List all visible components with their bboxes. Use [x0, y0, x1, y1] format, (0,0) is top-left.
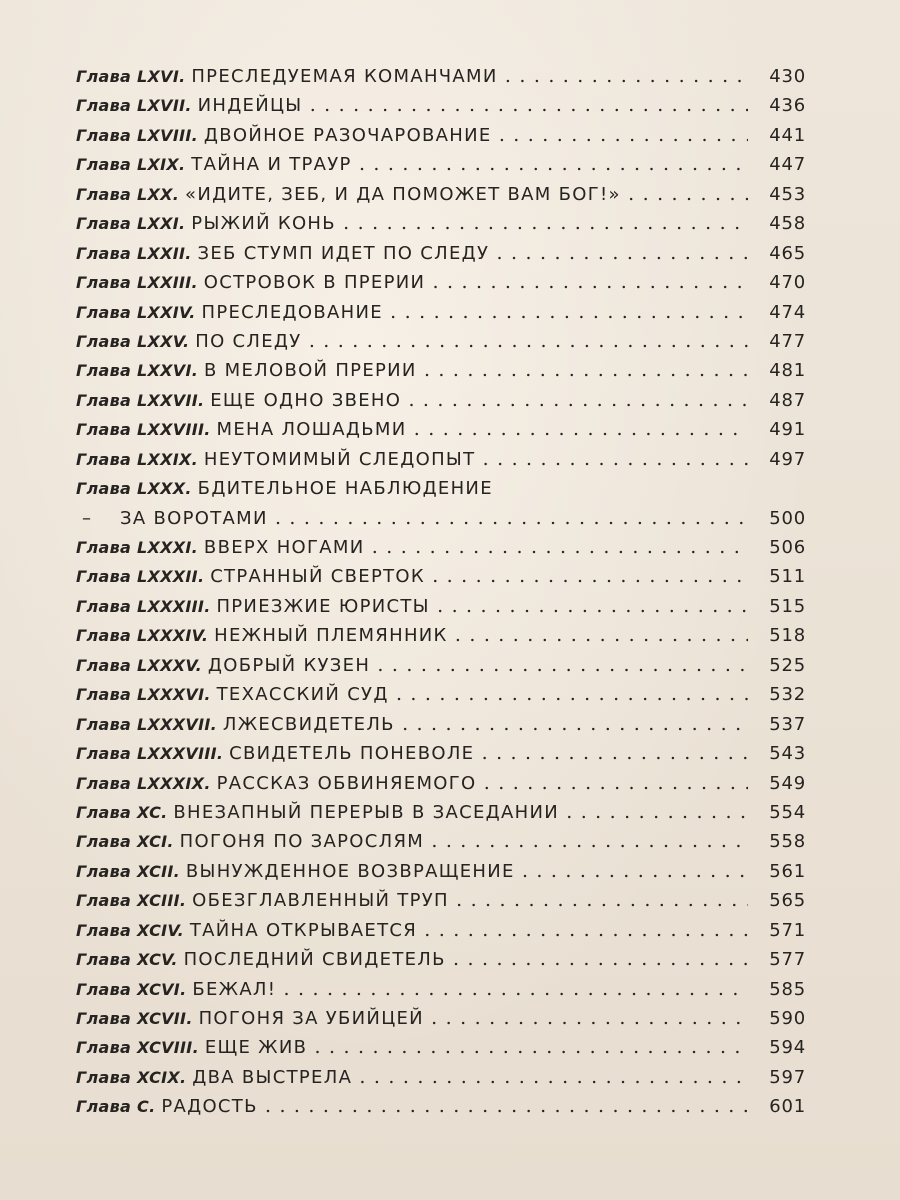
chapter-label: Глава LXXI.	[76, 214, 192, 234]
chapter-word: Глава	[76, 685, 132, 705]
toc-entry	[76, 857, 806, 886]
chapter-word: Глава	[76, 125, 132, 145]
chapter-label: Глава LXX.	[76, 184, 186, 204]
page-number: 597	[769, 1066, 806, 1088]
chapter-number: XCV	[137, 950, 172, 970]
chapter-number: XC	[137, 802, 162, 822]
chapter-title: ПРИЕЗЖИЕ ЮРИСТЫ	[216, 595, 430, 617]
chapter-number: LXXXVIII	[137, 744, 217, 764]
chapter-title: СТРАННЫЙ СВЕРТОК	[210, 566, 425, 588]
page-number: 558	[769, 831, 806, 853]
chapter-label: Глава XCVIII.	[76, 1038, 205, 1058]
page-number: 561	[769, 860, 806, 882]
toc-entry-text	[76, 209, 748, 238]
toc-entry-text	[76, 298, 748, 327]
page-number: 500	[769, 507, 806, 529]
chapter-word: Глава	[76, 714, 132, 734]
toc-entry	[76, 651, 806, 680]
chapter-number: LXXIII	[137, 273, 192, 293]
chapter-number: LXXVII	[137, 390, 198, 410]
page-number: 474	[769, 301, 806, 323]
page-number: 436	[769, 95, 806, 117]
chapter-word: Глава	[76, 479, 132, 499]
chapter-label: Глава LXVI.	[76, 67, 192, 86]
chapter-title: ПРЕСЛЕДОВАНИЕ	[201, 301, 383, 323]
chapter-number: XCVII	[137, 1009, 187, 1028]
chapter-label: Глава XCVII.	[76, 1009, 199, 1028]
toc-entry-text	[76, 533, 748, 562]
chapter-label: Глава LXXV.	[76, 331, 196, 351]
chapter-number: C	[137, 1097, 150, 1117]
chapter-title: ИНДЕЙЦЫ	[197, 95, 303, 117]
toc-entry	[76, 1063, 806, 1092]
toc-entry-text	[76, 91, 748, 120]
toc-entry-text	[76, 415, 748, 444]
toc-entry	[76, 415, 806, 444]
toc-entry-text	[76, 739, 748, 768]
toc-entry-text	[76, 1092, 748, 1121]
chapter-word: Глава	[76, 155, 132, 175]
chapter-number: LXIX	[137, 155, 180, 175]
chapter-title: ДОБРЫЙ КУЗЕН	[207, 654, 371, 676]
chapter-label: Глава LXXX.	[76, 479, 198, 499]
chapter-word: Глава	[76, 773, 132, 793]
chapter-word: Глава	[76, 1067, 132, 1087]
chapter-title: ТЕХАССКИЙ СУД	[216, 684, 389, 706]
chapter-title: ВНЕЗАПНЫЙ ПЕРЕРЫВ В ЗАСЕДАНИИ	[173, 801, 559, 823]
chapter-label: Глава XCIII.	[76, 891, 193, 911]
chapter-label: Глава LXXII.	[76, 243, 198, 263]
toc-entry	[76, 975, 806, 1004]
chapter-word: Глава	[76, 243, 132, 263]
toc-entry	[76, 180, 806, 209]
chapter-label: Глава LXXIX.	[76, 449, 204, 469]
toc-entry-text	[76, 592, 748, 621]
toc-entry-text	[76, 769, 748, 798]
page-number: 571	[769, 919, 806, 941]
chapter-number: LXXV	[137, 331, 183, 351]
page-number: 565	[769, 890, 806, 912]
chapter-title: ОСТРОВОК В ПРЕРИИ	[203, 272, 426, 294]
toc-entry-text	[76, 975, 748, 1004]
page-number: 554	[769, 801, 806, 823]
chapter-number: XCIX	[137, 1067, 181, 1087]
toc-entry	[76, 386, 806, 415]
toc-entry	[76, 680, 806, 709]
toc-entry-text	[76, 150, 748, 179]
chapter-label: Глава XCV.	[76, 950, 184, 970]
toc-entry-text	[76, 445, 748, 474]
page-number: 601	[769, 1096, 806, 1118]
toc-entry	[76, 209, 806, 238]
chapter-number: XCVIII	[137, 1038, 193, 1058]
toc-entry	[76, 916, 806, 945]
chapter-label: Глава LXXXVII.	[76, 714, 223, 734]
chapter-word: Глава	[76, 67, 132, 86]
toc-entry	[76, 710, 806, 739]
chapter-word: Глава	[76, 214, 132, 234]
chapter-number: LXVIII	[137, 125, 192, 145]
toc-entry-text	[76, 327, 748, 356]
chapter-number: LXXI	[137, 214, 180, 234]
toc-entry	[76, 592, 806, 621]
chapter-word: Глава	[76, 979, 132, 999]
toc-entry-text	[76, 945, 748, 974]
toc-entry	[76, 769, 806, 798]
toc-entry	[76, 1033, 806, 1062]
toc-entry	[76, 239, 806, 268]
toc-entry-text	[76, 651, 748, 680]
toc-entry	[76, 1092, 806, 1121]
chapter-number: LXXXII	[137, 567, 198, 587]
chapter-label: Глава LXXVI.	[76, 361, 204, 381]
chapter-number: LXVII	[137, 96, 186, 116]
toc-entry-text	[76, 827, 748, 856]
toc-entry-text	[76, 1063, 748, 1092]
page-number: 590	[769, 1008, 806, 1029]
toc-entry-text	[76, 386, 748, 415]
chapter-word: Глава	[76, 1009, 132, 1028]
chapter-label: Глава XCVI.	[76, 979, 193, 999]
chapter-title: МЕНА ЛОШАДЬМИ	[216, 419, 407, 441]
chapter-number: LXXIV	[137, 302, 190, 322]
toc-entry	[76, 298, 806, 327]
toc-entry	[76, 150, 806, 179]
chapter-label: Глава LXXXIV.	[76, 626, 215, 646]
chapter-word: Глава	[76, 596, 132, 616]
toc-entry	[76, 356, 806, 385]
chapter-word: Глава	[76, 449, 132, 469]
chapter-number: LXXXVI	[137, 685, 205, 705]
chapter-title: ВЫНУЖДЕННОЕ ВОЗВРАЩЕНИЕ	[185, 860, 515, 882]
chapter-title: БДИТЕЛЬНОЕ НАБЛЮДЕНИЕ	[197, 478, 493, 500]
chapter-word: Глава	[76, 390, 132, 410]
chapter-label: Глава LXXXIII.	[76, 596, 217, 616]
toc-entry-text	[76, 621, 748, 650]
chapter-label: Глава LXXXII.	[76, 567, 211, 587]
chapter-word: Глава	[76, 626, 132, 646]
chapter-number: LXXXIX	[137, 773, 205, 793]
chapter-title: ЕЩЕ ОДНО ЗВЕНО	[210, 389, 402, 411]
page-number: 511	[769, 566, 806, 588]
chapter-title: ПОСЛЕДНИЙ СВИДЕТЕЛЬ	[183, 949, 446, 971]
toc-entry	[76, 562, 806, 591]
chapter-word: Глава	[76, 1038, 132, 1058]
chapter-title: ЛЖЕСВИДЕТЕЛЬ	[222, 713, 395, 735]
chapter-title: РЫЖИЙ КОНЬ	[191, 213, 336, 235]
chapter-title: НЕУТОМИМЫЙ СЛЕДОПЫТ	[203, 448, 476, 470]
chapter-title: ДВОЙНОЕ РАЗОЧАРОВАНИЕ	[203, 124, 492, 146]
chapter-title: ВВЕРХ НОГАМИ	[203, 537, 365, 558]
chapter-title: ДВА ВЫСТРЕЛА	[192, 1066, 353, 1088]
chapter-number: LXXXVII	[137, 714, 211, 734]
continuation-dash: –	[82, 507, 91, 529]
chapter-label: Глава LXXVIII.	[76, 420, 217, 440]
page-number: 470	[769, 272, 806, 294]
page-number: 491	[769, 419, 806, 441]
chapter-word: Глава	[76, 1097, 132, 1117]
page-number: 585	[769, 978, 806, 1000]
chapter-word: Глава	[76, 302, 132, 322]
toc-entry-text	[76, 1004, 748, 1033]
toc-entry	[76, 886, 806, 915]
page-number: 458	[769, 213, 806, 235]
chapter-number: LXXVIII	[137, 420, 205, 440]
chapter-word: Глава	[76, 655, 132, 675]
page-number: 447	[769, 154, 806, 176]
page-number: 506	[769, 537, 806, 558]
toc-entry-text	[76, 916, 748, 945]
toc-entry-text	[76, 180, 748, 209]
chapter-number: LXX	[137, 184, 173, 204]
chapter-word: Глава	[76, 273, 132, 293]
chapter-word: Глава	[76, 567, 132, 587]
page-number: 487	[769, 389, 806, 411]
toc-entry-text	[76, 121, 748, 150]
chapter-label: Глава LXVII.	[76, 96, 198, 116]
chapter-number: XCI	[137, 832, 168, 852]
chapter-label: Глава LXXIII.	[76, 273, 204, 293]
toc-entry	[76, 621, 806, 650]
toc-entry	[76, 827, 806, 856]
chapter-number: LXXXV	[137, 655, 196, 675]
page-number: 497	[769, 448, 806, 470]
toc-entry-text	[76, 562, 748, 591]
chapter-title: ПРЕСЛЕДУЕМАЯ КОМАНЧАМИ	[191, 66, 498, 87]
chapter-title: ПО СЛЕДУ	[195, 330, 302, 352]
chapter-title: ОБЕЗГЛАВЛЕННЫЙ ТРУП	[192, 890, 449, 912]
chapter-title: ПОГОНЯ ПО ЗАРОСЛЯМ	[179, 831, 425, 853]
toc-entry	[76, 474, 806, 503]
page-number: 477	[769, 330, 806, 352]
toc-entry-text	[76, 680, 748, 709]
toc-entry-text	[76, 857, 748, 886]
chapter-number: LXXXIV	[137, 626, 202, 646]
page-number: 594	[769, 1037, 806, 1059]
chapter-title: БЕЖАЛ!	[192, 978, 277, 1000]
chapter-word: Глава	[76, 361, 132, 381]
chapter-title: ТАЙНА И ТРАУР	[191, 154, 352, 176]
chapter-label: Глава XCI.	[76, 832, 180, 852]
toc-entry-text	[76, 62, 748, 91]
chapter-word: Глава	[76, 861, 132, 881]
chapter-number: LXXIX	[137, 449, 192, 469]
chapter-number: LXXXI	[137, 538, 192, 557]
chapter-label: Глава XC.	[76, 802, 174, 822]
chapter-label: Глава XCIX.	[76, 1067, 193, 1087]
toc-entry	[76, 1004, 806, 1033]
chapter-label: Глава XCIV.	[76, 920, 190, 940]
chapter-title: ТАЙНА ОТКРЫВАЕТСЯ	[189, 919, 418, 941]
page-number: 543	[769, 743, 806, 765]
chapter-label: Глава LXXXVIII.	[76, 744, 230, 764]
chapter-word: Глава	[76, 832, 132, 852]
chapter-title: НЕЖНЫЙ ПЛЕМЯННИК	[214, 625, 448, 647]
page-number: 430	[769, 66, 806, 87]
toc-entry	[76, 533, 806, 562]
toc-entry-continuation	[76, 504, 806, 533]
chapter-label: Глава LXXVII.	[76, 390, 211, 410]
chapter-word: Глава	[76, 96, 132, 116]
chapter-word: Глава	[76, 331, 132, 351]
chapter-label: Глава XCII.	[76, 861, 186, 881]
toc-entry	[76, 798, 806, 827]
page-number: 532	[769, 684, 806, 706]
toc-entry-text	[76, 474, 748, 503]
page-number: 537	[769, 713, 806, 735]
page-number: 525	[769, 654, 806, 676]
chapter-title: «ИДИТЕ, ЗЕБ, И ДА ПОМОЖЕТ ВАМ БОГ!»	[185, 183, 621, 205]
chapter-word: Глава	[76, 420, 132, 440]
chapter-number: LXXXIII	[137, 596, 205, 616]
chapter-label: Глава LXIX.	[76, 155, 192, 175]
chapter-number: XCIV	[137, 920, 178, 940]
chapter-label: Глава C.	[76, 1097, 162, 1117]
chapter-word: Глава	[76, 802, 132, 822]
chapter-label: Глава LXXXVI.	[76, 685, 217, 705]
toc-entry	[76, 945, 806, 974]
chapter-word: Глава	[76, 920, 132, 940]
toc-entry-text	[76, 239, 748, 268]
chapter-title: В МЕЛОВОЙ ПРЕРИИ	[203, 360, 417, 382]
chapter-label: Глава LXXXI.	[76, 538, 204, 557]
toc-entry-text	[76, 356, 748, 385]
toc-entry-text	[76, 710, 748, 739]
page-number: 481	[769, 360, 806, 382]
page-number: 465	[769, 242, 806, 264]
chapter-number: XCVI	[137, 979, 181, 999]
table-of-contents	[76, 62, 806, 1122]
chapter-word: Глава	[76, 184, 132, 204]
toc-entry	[76, 121, 806, 150]
chapter-label: Глава LXXIV.	[76, 302, 202, 322]
chapter-number: LXXVI	[137, 361, 192, 381]
page-number: 549	[769, 772, 806, 794]
chapter-number: XCII	[137, 861, 174, 881]
page-number: 453	[769, 183, 806, 205]
chapter-title: ЗЕБ СТУМП ИДЕТ ПО СЛЕДУ	[197, 242, 490, 264]
toc-entry-text	[76, 1033, 748, 1062]
chapter-title-continued: ЗА ВОРОТАМИ	[120, 507, 268, 529]
chapter-number: LXXII	[137, 243, 186, 263]
toc-entry	[76, 62, 806, 91]
chapter-title: СВИДЕТЕЛЬ ПОНЕВОЛЕ	[229, 743, 475, 765]
chapter-title: ЕЩЕ ЖИВ	[204, 1037, 308, 1059]
toc-entry	[76, 327, 806, 356]
chapter-word: Глава	[76, 538, 132, 557]
chapter-title: ПОГОНЯ ЗА УБИЙЦЕЙ	[198, 1008, 424, 1029]
toc-entry-text	[76, 886, 748, 915]
chapter-number: LXXX	[137, 479, 186, 499]
toc-entry	[76, 739, 806, 768]
chapter-word: Глава	[76, 950, 132, 970]
chapter-title: РАДОСТЬ	[161, 1096, 258, 1118]
chapter-label: Глава LXVIII.	[76, 125, 204, 145]
toc-entry	[76, 445, 806, 474]
page-number: 515	[769, 595, 806, 617]
page-number: 518	[769, 625, 806, 647]
chapter-label: Глава LXXXIX.	[76, 773, 217, 793]
chapter-label: Глава LXXXV.	[76, 655, 208, 675]
page-number: 577	[769, 949, 806, 971]
chapter-word: Глава	[76, 891, 132, 911]
chapter-number: LXVI	[137, 67, 180, 86]
toc-entry	[76, 91, 806, 120]
toc-entry-text	[76, 268, 748, 297]
page-number: 441	[769, 124, 806, 146]
toc-entry-text	[76, 798, 748, 827]
toc-entry	[76, 268, 806, 297]
toc-entry-text	[76, 504, 748, 533]
chapter-title: РАССКАЗ ОБВИНЯЕМОГО	[216, 772, 477, 794]
chapter-word: Глава	[76, 744, 132, 764]
chapter-number: XCIII	[137, 891, 180, 911]
